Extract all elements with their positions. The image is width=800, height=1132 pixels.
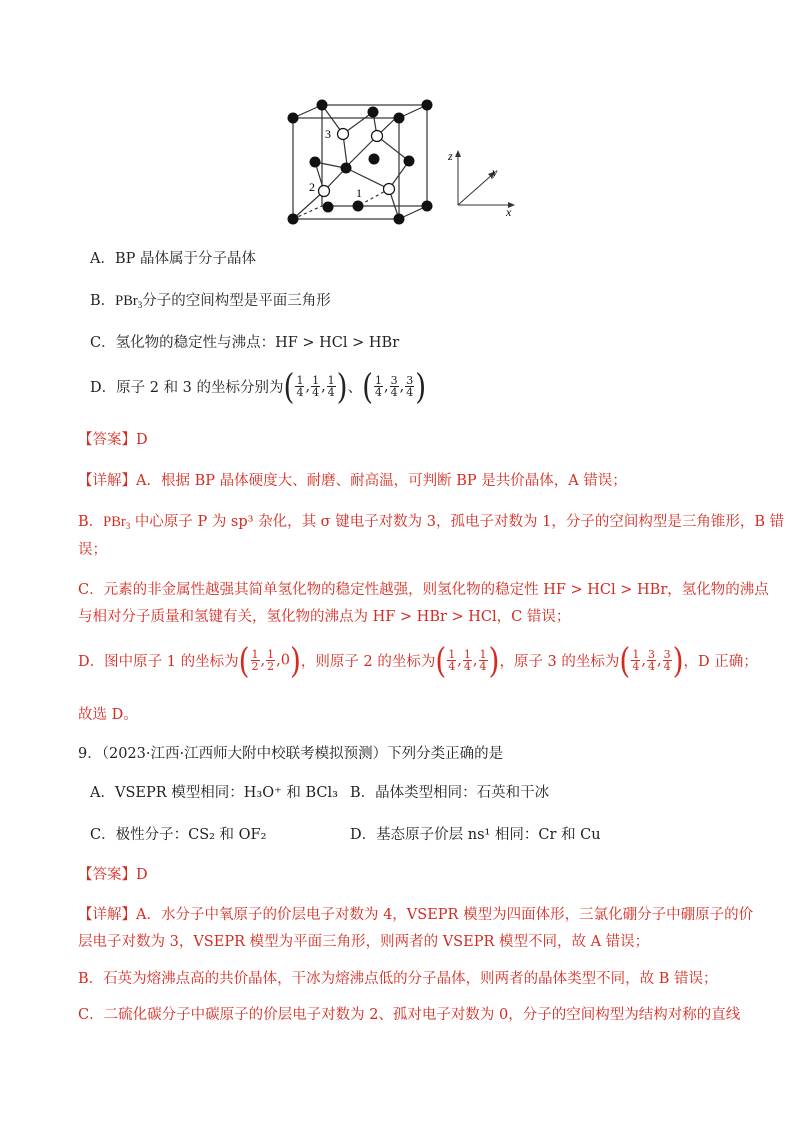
q9-stem: 9．（2023·江西·江西师大附中校联考模拟预测）下列分类正确的是 (78, 746, 504, 762)
q8-option-d-text: D．原子 2 和 3 的坐标分别为 (90, 380, 284, 396)
axis-label-z: z (448, 149, 453, 163)
detail-d-post: ，D 正确； (683, 654, 758, 670)
frac: 4 (479, 660, 487, 673)
frac: 4 (463, 660, 471, 673)
atom-label-3: 3 (325, 127, 331, 141)
frac: 1 (327, 374, 335, 387)
q8-conclusion: 故选 D。 (78, 707, 138, 723)
q9-option-d: D．基态原子价层 ns¹ 相同：Cr 和 Cu (350, 827, 601, 843)
frac: 4 (296, 386, 304, 399)
frac: 4 (390, 386, 398, 399)
detail-d-mid2: ，原子 3 的坐标为 (499, 654, 620, 670)
q8-answer: 【答案】D (78, 432, 148, 448)
frac: 3 (647, 648, 655, 661)
frac: 1 (312, 374, 320, 387)
frac: 4 (375, 386, 383, 399)
frac: 4 (632, 660, 640, 673)
q8-detail-c-line1: C．元素的非金属性越强其简单氢化物的稳定性越强，则氢化物的稳定性 HF > HCl > HBr，氢化物的沸点 (78, 582, 769, 598)
frac: 4 (663, 660, 671, 673)
q9-detail-b: B．石英为熔沸点高的共价晶体，干冰为熔沸点低的分子晶体，则两者的晶体类型不同，故 B 错误； (78, 971, 718, 987)
frac: 3 (406, 374, 414, 387)
frac: 1 (463, 648, 471, 661)
axis-label-y: y (492, 165, 498, 179)
q9-answer: 【答案】D (78, 867, 148, 883)
q9-detail-c: C．二硫化碳分子中碳原子的价层电子对数为 2、孤对电子对数为 0，分子的空间构型为结构对称的直线 (78, 1007, 741, 1023)
q9-detail-a-text: A．水分子中氧原子的价层电子对数为 4，VSEPR 模型为四面体形，三氯化硼分子中硼原子的价 (136, 907, 754, 923)
q8-option-c: C．氢化物的稳定性与沸点：HF > HCl > HBr (90, 335, 400, 351)
q8-option-a: A．BP 晶体属于分子晶体 (90, 251, 256, 267)
frac: 2 (251, 660, 259, 673)
q8-detail-b-line2: 误； (78, 542, 107, 558)
detail-b-subscript: 3 (125, 521, 131, 531)
frac: 1 (479, 648, 487, 661)
frac: 4 (406, 386, 414, 399)
axes-diagram (455, 150, 515, 208)
q9-option-c: C．极性分子：CS₂ 和 OF₂ (90, 827, 267, 843)
detail-d-mid1: ，则原子 2 的坐标为 (300, 654, 436, 670)
q8-option-b-text: 分子的空间构型是平面三角形 (142, 293, 331, 309)
detail-b-text: 中心原子 P 为 sp³ 杂化，其 σ 键电子对数为 3，孤电子对数为 1，分子的空间构型是三角锥形，B 错 (130, 514, 785, 530)
q8-option-b-formula: PBr (115, 293, 138, 309)
q8-option-b (90, 289, 331, 310)
detail-a-text: A．根据 BP 晶体硬度大、耐磨、耐高温，可判断 BP 是共价晶体，A 错误； (136, 473, 627, 489)
q9-detail-a-line2: 层电子对数为 3，VSEPR 模型为平面三角形，则两者的 VSEPR 模型不同，故 A 错误； (78, 934, 650, 950)
q9-detail-a-line1 (78, 903, 753, 924)
axis-label-x: x (506, 205, 512, 219)
frac: 3 (663, 648, 671, 661)
frac: 4 (312, 386, 320, 399)
frac: 4 (327, 386, 335, 399)
frac: 2 (267, 660, 275, 673)
frac: 1 (632, 648, 640, 661)
detail-tag: 【详解】 (78, 473, 136, 489)
frac: 4 (448, 660, 456, 673)
q9-option-b: B．晶体类型相同：石英和干冰 (350, 785, 550, 801)
q9-option-a: A．VSEPR 模型相同：H₃O⁺ 和 BCl₃ (90, 785, 338, 801)
crystal-structure-figure (0, 0, 800, 240)
q8-detail-a (78, 469, 627, 490)
detail-d-text: D．图中原子 1 的坐标为 (78, 654, 239, 670)
q8-option-b-subscript: 3 (137, 300, 143, 310)
frac: 1 (267, 648, 275, 661)
frac: 1 (251, 648, 259, 661)
atom-label-2: 2 (309, 180, 315, 194)
coord-zero: 0 (280, 652, 290, 669)
frac: 1 (448, 648, 456, 661)
q8-detail-b-line1 (78, 510, 784, 531)
q8-option-b-label: B． (90, 293, 116, 309)
detail-b-label: B． (78, 514, 104, 530)
detail-tag: 【详解】 (78, 907, 136, 923)
separator: 、 (347, 380, 363, 396)
q8-option-d: D．原子 2 和 3 的坐标分别为( $\frac{1}{4}$ , $\frac{1}{4}$ , $\frac{1}{4}$ )、( $\frac{1}{4}$ , $\frac{3}{4}$ , $\frac{3}{4}$ ) (90, 365, 427, 408)
detail-b-formula: PBr (103, 514, 126, 530)
frac: 3 (390, 374, 398, 387)
q8-detail-d: D．图中原子 1 的坐标为( $\frac{1}{2}$ , $\frac{1}{2}$ ,0)，则原子 2 的坐标为( $\frac{1}{4}$ , $\frac{1}{4}$ , $\frac{1}{4}$ )，原子 3 的坐标为( $\frac{1}{4}$ , $\frac{3}{4}$ , $\frac{3}{4}$ )，D 正确； (78, 639, 758, 682)
atom-label-1: 1 (356, 186, 362, 200)
frac: 1 (296, 374, 304, 387)
frac: 4 (647, 660, 655, 673)
frac: 1 (375, 374, 383, 387)
q8-detail-c-line2: 与相对分子质量和氢键有关，氢化物的沸点为 HF > HBr > HCl，C 错误； (78, 609, 571, 625)
